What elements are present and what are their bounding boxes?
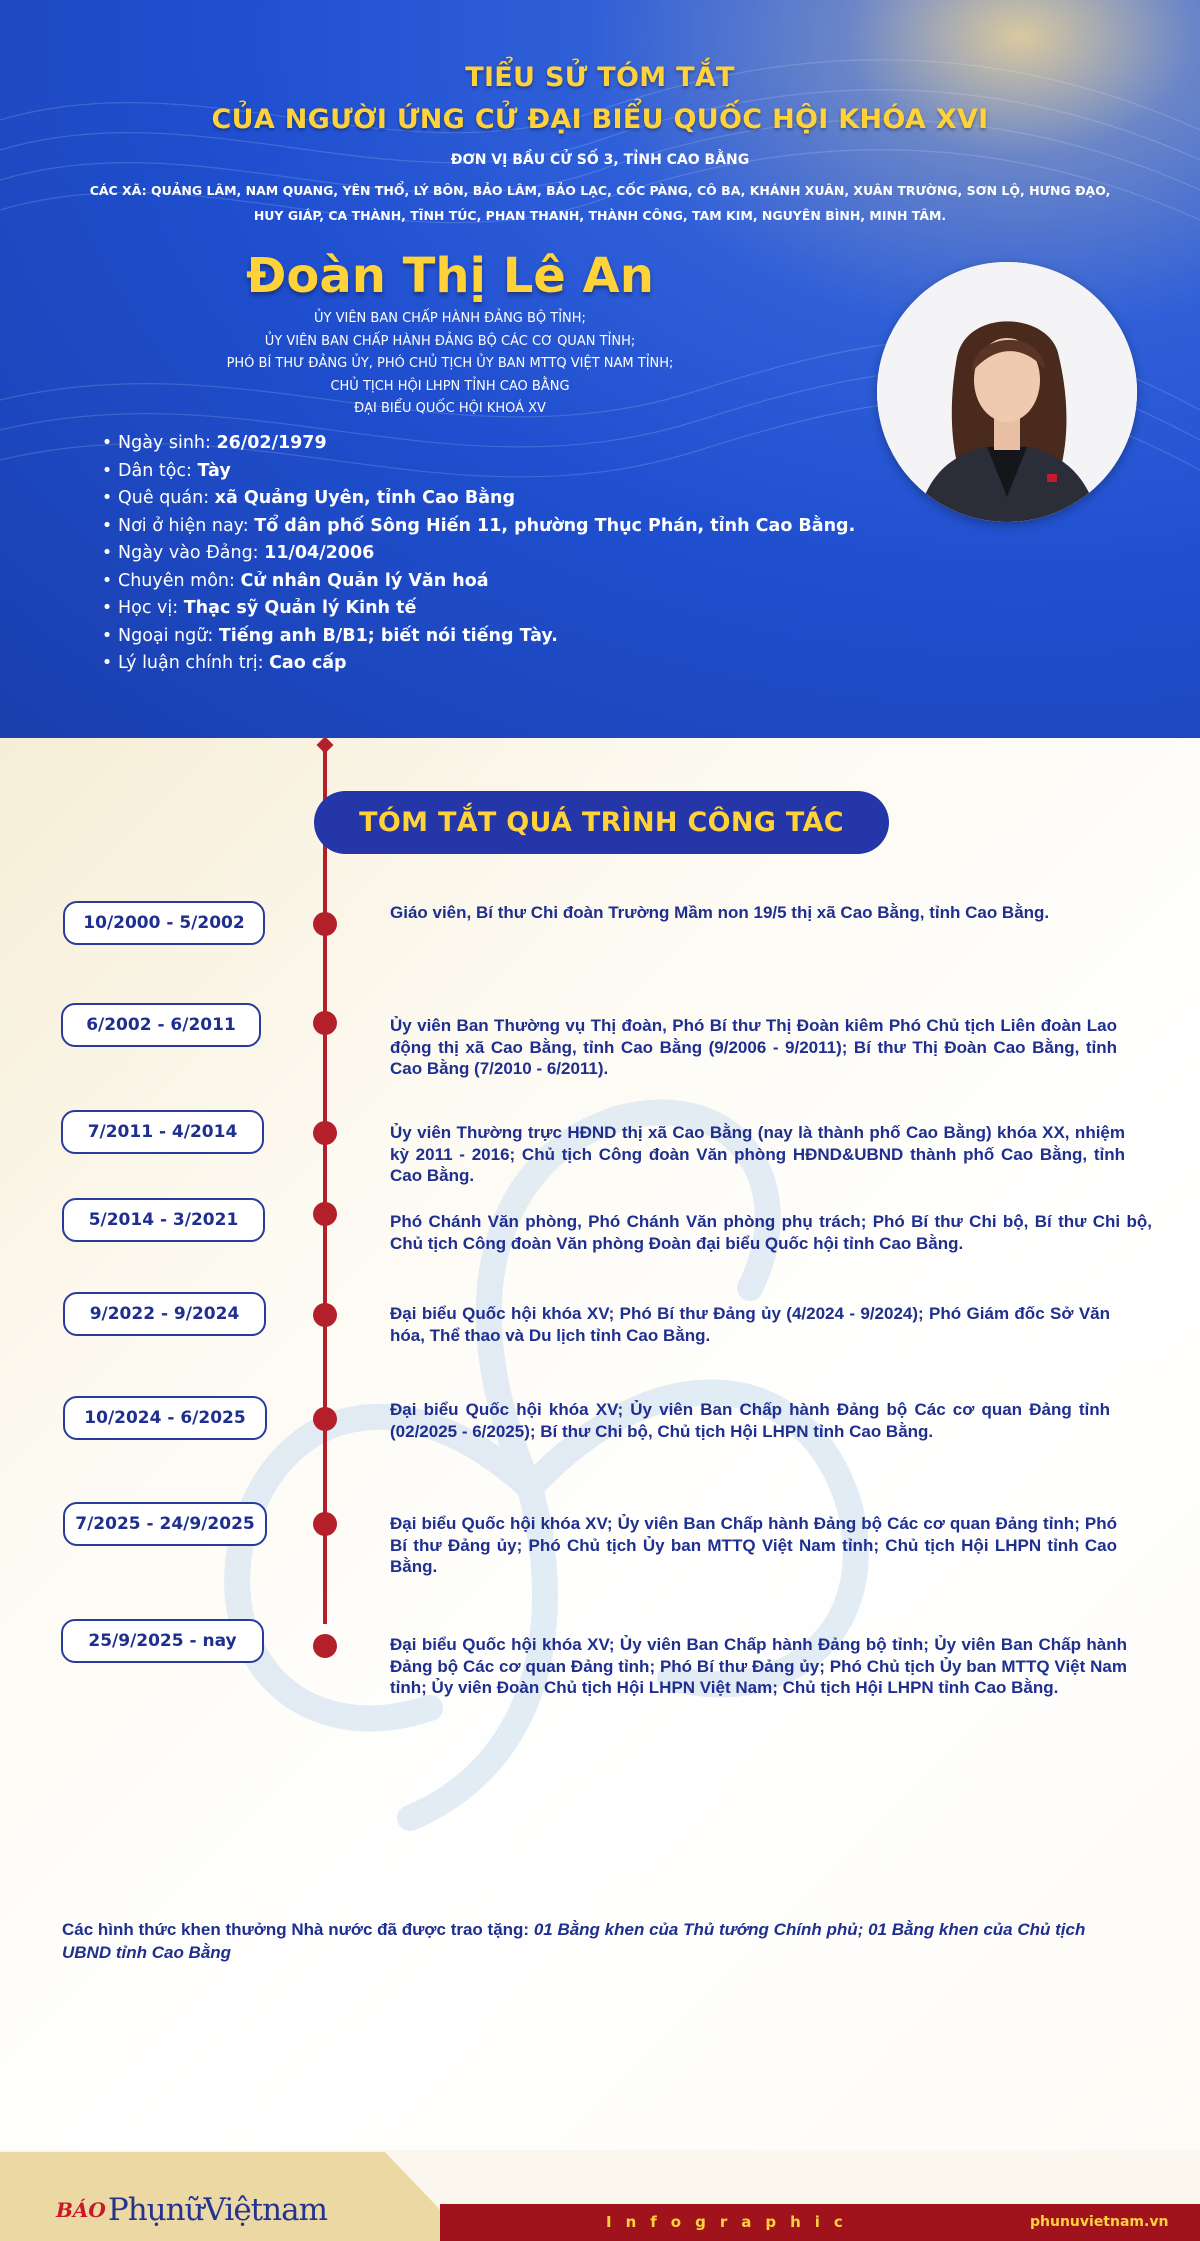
timeline-dot-icon — [313, 1011, 337, 1035]
timeline-description: Đại biểu Quốc hội khóa XV; Ủy viên Ban Chấp hành Đảng bộ tỉnh; Ủy viên Ban Chấp hành Đảng bộ Các cơ quan Đảng tỉnh; Phó Bí thư Đảng ủy; Phó Chủ tịch Ủy ban MTTQ Việt Nam tỉnh; Ủy viên Đoàn Chủ tịch Hội LHPN Việt Nam; Chủ tịch Hội LHPN tỉnh Cao Bằng. — [390, 1635, 1127, 1697]
bio-item-hometown: • Quê quán: xã Quảng Uyên, tỉnh Cao Bằng — [96, 485, 856, 513]
timeline-period: 6/2002 - 6/2011 — [61, 1003, 261, 1047]
timeline-dot-icon — [313, 1407, 337, 1431]
timeline-period: 10/2024 - 6/2025 — [63, 1396, 267, 1440]
main-title-line1: TIỂU SỬ TÓM TẮT — [465, 62, 735, 93]
footer-website-link[interactable]: phunuvietnam.vn — [1030, 2214, 1169, 2230]
candidate-roles — [150, 308, 750, 421]
portrait-icon — [877, 262, 1137, 522]
bio-list — [96, 430, 856, 678]
newspaper-logo — [56, 2168, 327, 2228]
timeline-dot-icon — [313, 1202, 337, 1226]
timeline-description: Đại biểu Quốc hội khóa XV; Ủy viên Ban Chấp hành Đảng bộ Các cơ quan Đảng tỉnh; Phó Bí thư Đảng ủy; Phó Chủ tịch Ủy ban MTTQ Việt Nam tỉnh; Chủ tịch Hội LHPN tỉnh Cao Bằng. — [390, 1514, 1117, 1576]
bio-item-profession: • Chuyên môn: Cử nhân Quản lý Văn hoá — [96, 568, 856, 596]
header-banner — [0, 0, 1200, 738]
timeline-dot-icon — [313, 912, 337, 936]
timeline-period: 25/9/2025 - nay — [61, 1619, 264, 1663]
role-line: ĐẠI BIỂU QUỐC HỘI KHOÁ XV — [354, 401, 546, 416]
bio-item-party-date: • Ngày vào Đảng: 11/04/2006 — [96, 540, 856, 568]
timeline-description: Đại biểu Quốc hội khóa XV; Phó Bí thư Đảng ủy (4/2024 - 9/2024); Phó Giám đốc Sở Văn hóa, Thể thao và Du lịch tỉnh Cao Bằng. — [390, 1304, 1110, 1345]
timeline-line — [323, 744, 327, 1624]
role-line: PHÓ BÍ THƯ ĐẢNG ỦY, PHÓ CHỦ TỊCH ỦY BAN MTTQ VIỆT NAM TỈNH; — [226, 356, 674, 371]
timeline-period: 7/2025 - 24/9/2025 — [63, 1502, 267, 1546]
candidate-portrait — [877, 262, 1137, 522]
bio-item-languages: • Ngoại ngữ: Tiếng anh B/B1; biết nói tiếng Tày. — [96, 623, 856, 651]
candidate-name: Đoàn Thị Lê An — [246, 248, 654, 304]
timeline-dot-icon — [313, 1121, 337, 1145]
logo-prefix: BÁO — [56, 2198, 106, 2222]
bio-item-political-theory: • Lý luận chính trị: Cao cấp — [96, 650, 856, 678]
state-awards — [62, 1918, 1132, 1964]
bio-item-birthdate: • Ngày sinh: 26/02/1979 — [96, 430, 856, 458]
main-title-line2: CỦA NGƯỜI ỨNG CỬ ĐẠI BIỂU QUỐC HỘI KHÓA XVI — [211, 104, 989, 135]
timeline-period: 5/2014 - 3/2021 — [62, 1198, 265, 1242]
logo-text: PhụnữViệtnam — [107, 2192, 327, 2228]
timeline-description: Đại biểu Quốc hội khóa XV; Ủy viên Ban Chấp hành Đảng bộ Các cơ quan Đảng tỉnh (02/2025 - 6/2025); Bí thư Chi bộ, Chủ tịch Hội LHPN tỉnh Cao Bằng. — [390, 1400, 1110, 1441]
role-line: ỦY VIÊN BAN CHẤP HÀNH ĐẢNG BỘ TỈNH; — [314, 311, 586, 326]
bio-item-ethnicity: • Dân tộc: Tày — [96, 458, 856, 486]
timeline-description: Ủy viên Thường trực HĐND thị xã Cao Bằng (nay là thành phố Cao Bằng) khóa XX, nhiệm kỳ 2011 - 2016; Chủ tịch Công đoàn Văn phòng HĐND&UBND thành phố Cao Bằng, tỉnh Cao Bằng. — [390, 1123, 1125, 1185]
awards-value: 01 Bằng khen của Thủ tướng Chính phủ; 01 Bằng khen của Chủ tịch UBND tỉnh Cao Bằng — [62, 1920, 1086, 1962]
timeline-description: Giáo viên, Bí thư Chi đoàn Trường Mầm non 19/5 thị xã Cao Bằng, tỉnh Cao Bằng. — [390, 903, 1050, 922]
timeline-description: Ủy viên Ban Thường vụ Thị đoàn, Phó Bí thư Thị Đoàn kiêm Phó Chủ tịch Liên đoàn Lao động thị xã Cao Bằng, tỉnh Cao Bằng (9/2006 - 9/2011); Bí thư Thị Đoàn Cao Bằng, tỉnh Cao Bằng (7/2010 - 6/2011). — [390, 1016, 1117, 1078]
timeline-dot-icon — [313, 1303, 337, 1327]
timeline-dot-icon — [313, 1634, 337, 1658]
bio-item-degree: • Học vị: Thạc sỹ Quản lý Kinh tế — [96, 595, 856, 623]
communes-list — [80, 178, 1120, 228]
footer-tagline: Infographic — [606, 2213, 857, 2231]
role-line: ỦY VIÊN BAN CHẤP HÀNH ĐẢNG BỘ CÁC CƠ QUAN TỈNH; — [264, 333, 636, 349]
communes-line1: CÁC XÃ: QUẢNG LÂM, NAM QUANG, YÊN THỔ, LÝ BÔN, BẢO LÂM, BẢO LẠC, CỐC PÀNG, CÔ BA, KHÁNH XUÂN, XUÂN TRƯỜNG, SƠN LỘ, HƯNG ĐẠO, — [89, 183, 1111, 198]
timeline-period: 7/2011 - 4/2014 — [61, 1110, 264, 1154]
timeline-description: Phó Chánh Văn phòng, Phó Chánh Văn phòng phụ trách; Phó Bí thư Chi bộ, Bí thư Chi bộ, Chủ tịch Công đoàn Văn phòng Đoàn đại biểu Quốc hội tỉnh Cao Bằng. — [390, 1212, 1152, 1253]
timeline-period: 9/2022 - 9/2024 — [63, 1292, 266, 1336]
communes-line2: HUY GIÁP, CA THÀNH, TĨNH TÚC, PHAN THANH, THÀNH CÔNG, TAM KIM, NGUYÊN BÌNH, MINH TÂM. — [253, 208, 947, 223]
role-line: CHỦ TỊCH HỘI LHPN TỈNH CAO BẰNG — [330, 378, 570, 394]
timeline-dot-icon — [313, 1512, 337, 1536]
electoral-unit: ĐƠN VỊ BẦU CỬ SỐ 3, TỈNH CAO BẰNG — [450, 152, 750, 168]
career-section-title: TÓM TẮT QUÁ TRÌNH CÔNG TÁC — [314, 791, 889, 854]
bio-item-residence: • Nơi ở hiện nay: Tổ dân phố Sông Hiến 11, phường Thục Phán, tỉnh Cao Bằng. — [96, 513, 856, 541]
awards-label: Các hình thức khen thưởng Nhà nước đã được trao tặng: — [62, 1920, 534, 1939]
timeline-period: 10/2000 - 5/2002 — [63, 901, 265, 945]
